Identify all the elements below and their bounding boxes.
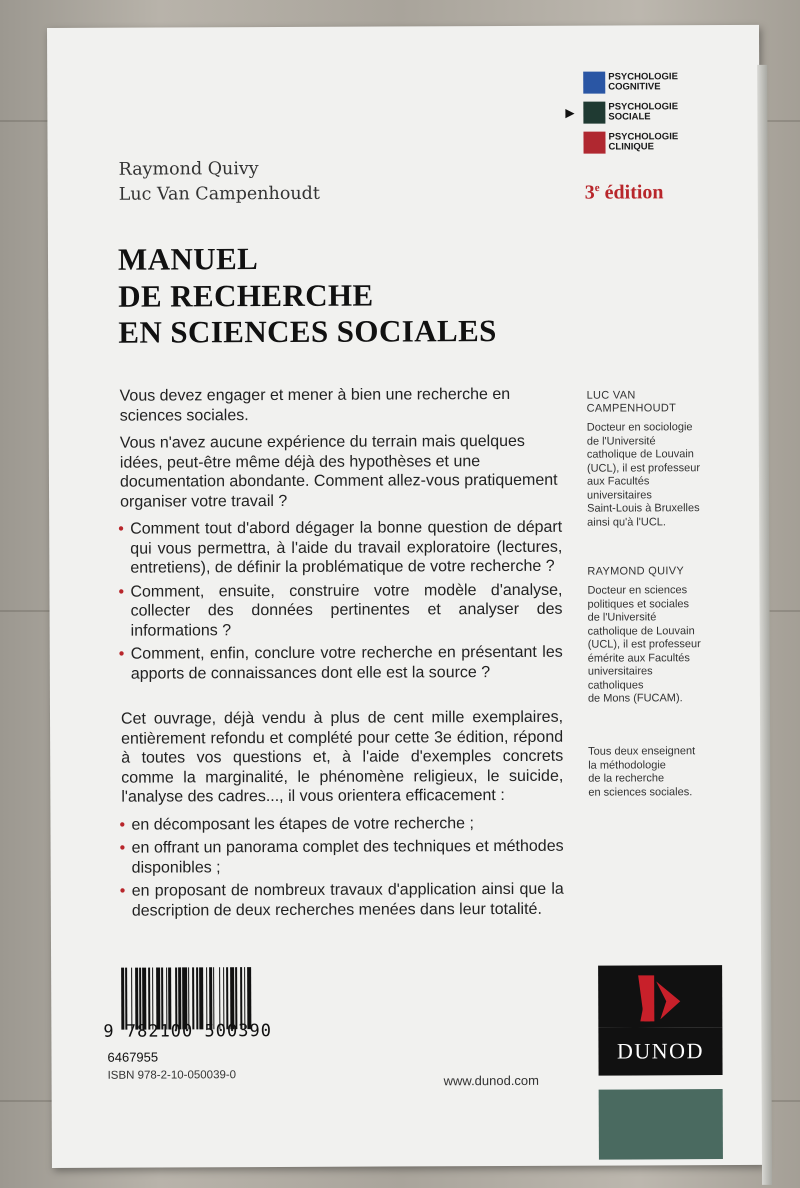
isbn: ISBN 978-2-10-050039-0 xyxy=(107,1069,237,1082)
list-item: • en décomposant les étapes de votre recherche ; xyxy=(121,813,563,834)
publisher-logo xyxy=(598,965,723,1090)
list-item: • en offrant un panorama complet des techniques et méthodes disponibles ; xyxy=(122,837,564,878)
bio-name: LUC VAN CAMPENHOUDT xyxy=(586,389,677,415)
publisher-name: DUNOD xyxy=(616,1038,704,1064)
edition-label: 3e édition xyxy=(584,181,664,204)
title-line: MANUEL xyxy=(117,241,259,277)
bio-text: Docteur en sciences politiques et sociales de l'Université catholique de Louvain (UCL), il est professeur émérite aux Facultés universitaires catholiques de Mons (FUCAM). xyxy=(587,584,701,705)
title-line: DE RECHERCHE xyxy=(118,277,374,314)
question-list xyxy=(120,518,563,684)
list-item: • en proposant de nombreux travaux d'application ainsi que la description de deux recherches menées dans leur totalité. xyxy=(122,880,564,921)
blurb xyxy=(120,385,564,929)
arrow-right-icon: ▶ xyxy=(565,105,575,120)
series-swatch xyxy=(583,72,605,94)
list-item: • Comment, enfin, conclure votre recherche en présentant les apports de connaissances dont elle est la source ? xyxy=(121,643,563,684)
series-label: PSYCHOLOGIE COGNITIVE xyxy=(608,71,678,93)
bio-name: RAYMOND QUIVY xyxy=(587,565,685,578)
dunod-mark-icon xyxy=(630,971,690,1027)
series-item-cognitive xyxy=(583,67,688,97)
book-title xyxy=(118,240,497,351)
list-item: • Comment tout d'abord dégager la bonne question de départ qui vous permettra, à l'aide du travail exploratoire (lectures, entretiens), de définir la problématique de votre recherche ? xyxy=(120,518,562,578)
author-name: Luc Van Campenhoudt xyxy=(118,183,320,205)
blurb-paragraph: Vous devez engager et mener à bien une recherche en sciences sociales. xyxy=(119,385,511,425)
bio-text: Docteur en sociologie de l'Université catholique de Louvain (UCL), il est professeur aux Facultés universitaires Saint-Louis à Bruxelles ainsi qu'à l'UCL. xyxy=(586,421,701,529)
title-line: EN SCIENCES SOCIALES xyxy=(118,313,497,350)
authors xyxy=(119,157,320,208)
series-label: PSYCHOLOGIE SOCIALE xyxy=(608,101,679,123)
barcode-digits: 9 782100 500390 xyxy=(103,1021,272,1042)
author-name: Raymond Quivy xyxy=(118,159,259,180)
product-code: 6467955 xyxy=(107,1049,159,1065)
author-bio xyxy=(587,389,738,530)
series-swatch xyxy=(583,132,605,154)
series-item-sociale xyxy=(565,97,688,127)
publisher-logo-band xyxy=(599,1089,723,1160)
page-edge xyxy=(757,65,772,1185)
series-swatch xyxy=(583,102,605,124)
blurb-paragraph: Vous n'avez aucune expérience du terrain mais quelques idées, peut-être même déjà des hypothèses et une documentation abondante. Comment allez-vous pratiquement organiser votre travail ? xyxy=(119,432,558,511)
series-item-clinique xyxy=(583,127,688,157)
book-back-cover xyxy=(47,25,764,1168)
author-bio xyxy=(587,565,738,706)
closing-text: Tous deux enseignent la méthodologie de la recherche en sciences sociales. xyxy=(588,745,696,799)
barcode-bar xyxy=(251,967,254,1029)
benefit-list xyxy=(121,813,563,920)
list-item: • Comment, ensuite, construire votre modèle d'analyse, collecter des données pertinentes et analyser des informations ? xyxy=(120,580,562,640)
closing-note xyxy=(588,745,738,800)
publisher-website: www.dunod.com xyxy=(443,1072,540,1089)
series-label: PSYCHOLOGIE CLINIQUE xyxy=(608,131,679,153)
blurb-paragraph: Cet ouvrage, déjà vendu à plus de cent mille exemplaires, entièrement refondu et complété pour cette 3e édition, répond à toutes vos questions et, à l'aide d'exemples concrets comme la marginalité, le phénomène religieux, le suicide, l'analyse des cadres..., il vous orientera efficacement : xyxy=(120,708,564,806)
series-list xyxy=(565,67,688,157)
